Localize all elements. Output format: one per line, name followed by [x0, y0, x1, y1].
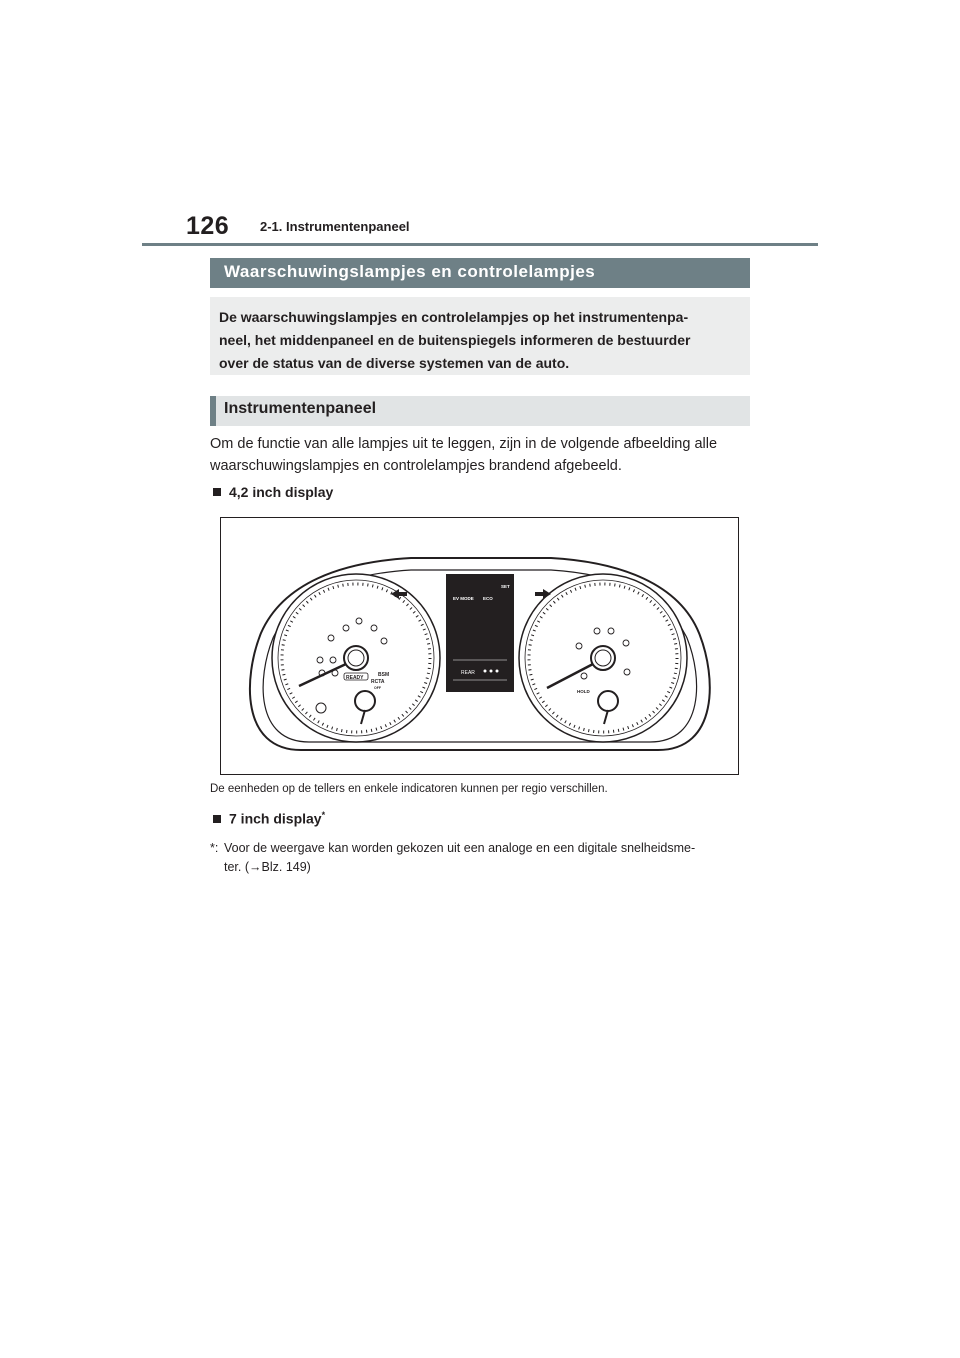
footnote-line: ter. (→Blz. 149)	[224, 860, 311, 874]
sub-heading: Instrumentenpaneel	[210, 396, 750, 426]
fuel-gauge-hub	[598, 691, 618, 711]
ready-label: READY	[346, 675, 364, 681]
speedometer-gauge	[272, 574, 440, 742]
body-paragraph	[210, 433, 755, 477]
set-label: SET	[501, 584, 510, 589]
ev-mode-label: EV MODE	[453, 596, 474, 601]
body-line: waarschuwingslampjes en controlelampjes brandend afgebeeld.	[210, 458, 622, 474]
footnote-reference: *	[321, 810, 326, 820]
tachometer-gauge	[519, 574, 687, 742]
intro-line: neel, het middenpaneel en de buitenspiegels informeren de bestuurder	[219, 332, 691, 348]
instrument-cluster-figure	[220, 517, 739, 775]
bullet-heading-label: 7 inch display	[229, 810, 322, 827]
header-rule	[142, 243, 818, 246]
intro-box	[210, 297, 750, 375]
eco-label: ECO	[483, 596, 493, 601]
main-heading: Waarschuwingslampjes en controlelampjes	[210, 258, 750, 288]
rcta-label: RCTA	[371, 679, 385, 685]
multi-information-display	[446, 574, 514, 692]
bullet-heading-42-inch	[210, 484, 333, 500]
square-bullet-icon	[213, 815, 221, 823]
section-header: 2-1. Instrumentenpaneel	[260, 219, 410, 234]
footnote-marker: *:	[210, 841, 219, 855]
bullet-heading-7-inch	[210, 810, 325, 827]
off-label: OFF	[374, 686, 381, 690]
intro-line: over de status van de diverse systemen van de auto.	[219, 355, 570, 371]
square-bullet-icon	[213, 488, 221, 496]
intro-line: De waarschuwingslampjes en controlelampjes op het instrumentenpa-	[219, 309, 689, 325]
figure-caption: De eenheden op de tellers en enkele indicatoren kunnen per regio verschillen.	[210, 783, 608, 795]
hold-label: HOLD	[577, 689, 590, 694]
body-line: Om de functie van alle lampjes uit te leggen, zijn in de volgende afbeelding alle	[210, 436, 718, 452]
bullet-heading-label: 4,2 inch display	[229, 484, 334, 500]
rear-label: REAR	[461, 670, 475, 676]
page-number: 126	[186, 212, 230, 240]
footnote-line: Voor de weergave kan worden gekozen uit een analoge en een digitale snelheidsme-	[224, 841, 696, 855]
footnote	[210, 839, 750, 877]
instrument-cluster-illustration	[221, 518, 738, 774]
bsm-label: BSM	[378, 672, 390, 678]
seatbelt-indicator-icon	[484, 670, 499, 673]
power-gauge-hub	[355, 691, 375, 711]
